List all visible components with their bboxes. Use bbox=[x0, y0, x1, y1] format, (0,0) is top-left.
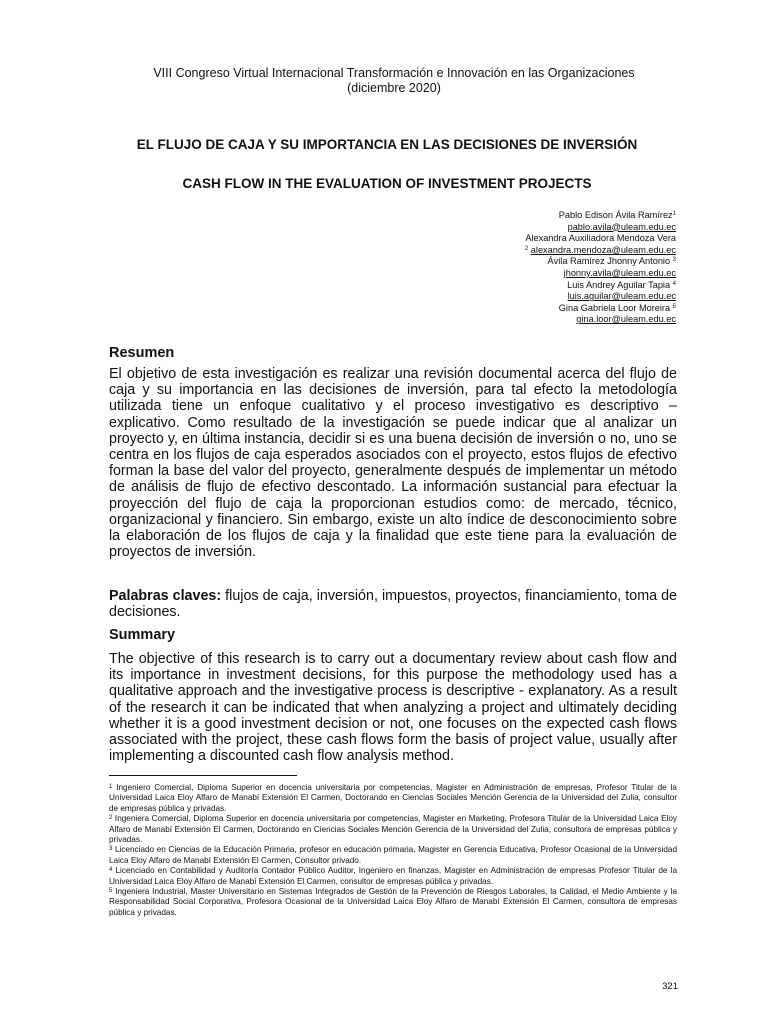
author-list bbox=[356, 210, 676, 326]
author-name: Alexandra Auxiliadora Mendoza Vera bbox=[525, 233, 676, 244]
title-english: CASH FLOW IN THE EVALUATION OF INVESTMENT PROJECTS bbox=[182, 176, 592, 191]
conference-line-2: (diciembre 2020) bbox=[347, 80, 441, 95]
title-spanish: EL FLUJO DE CAJA Y SU IMPORTANCIA EN LAS DECISIONES DE INVERSIÓN bbox=[136, 137, 638, 152]
footnote-divider bbox=[109, 775, 297, 776]
conference-line-1: VIII Congreso Virtual Internacional Transformación e Innovación en las Organizaciones bbox=[153, 66, 635, 80]
footnote: $^3$ Licenciado en Ciencias de la Educación Primaria, profesor en educación primaria, Magister en Gerencia Educativa, Profesor Ocasional de la Universidad Laica Eloy Alfaro de Manabí Extensión El Carmen, Consultor privado. bbox=[109, 845, 677, 865]
author-name: Luis Andrey Aguilar Tapia $^4$ bbox=[567, 279, 676, 290]
author-email-link[interactable]: gina.loor@uleam.edu.ec bbox=[576, 314, 676, 325]
page-number: 321 bbox=[662, 981, 678, 992]
keywords bbox=[109, 588, 677, 620]
keywords-text: flujos de caja, inversión, impuestos, proyectos, financiamiento, toma de decisiones. bbox=[109, 588, 677, 621]
footnote: $^5$ Ingeniera Industrial, Master Universitario en Sistemas Integrados de Gestión de la Prevención de Riesgos Laborales, la Calidad, el Medio Ambiente y la Responsabilidad Social Corporativa, Profesora Ocasional de la Universidad Laica Eloy Alfaro de Manabí Extensión El Carmen, consultora de empresas pública y privadas. bbox=[109, 887, 677, 917]
resumen-heading: Resumen bbox=[109, 345, 175, 361]
summary-heading: Summary bbox=[109, 627, 176, 643]
footnote: $^2$ Ingeniera Comercial, Diploma Superior en docencia universitaria por competencias, Magister en Marketing, Profesora Titular de la Universidad Laica Eloy Alfaro de Manabí Extensión El Carmen, Doctorando en Ciencias Sociales Mención Gerencia de la Universidad del Zulia, consultora de empresas pública y privadas. bbox=[109, 814, 677, 845]
author-name: Pablo Edison Ávila Ramírez$^1$ bbox=[558, 210, 676, 220]
footnote: $^1$ Ingeniero Comercial, Diploma Superior en docencia universitaria por competencias, Magister en Administración de empresas, Profesor Titular de la Universidad Laica Eloy Alfaro de Manabí Extensión El Carmen, Doctorando en Ciencias Sociales Mención Gerencia de la Universidad del Zulia, consultor de empresas pública y privadas. bbox=[109, 783, 677, 813]
author-name: Gina Gabriela Loor Moreira $^5$ bbox=[558, 302, 676, 313]
keywords-label: Palabras claves: bbox=[109, 588, 222, 604]
author-email-link[interactable]: luis.aguilar@uleam.edu.ec bbox=[567, 291, 676, 302]
author-name: Ávila Ramírez Jhonny Antonio $^3$ bbox=[547, 256, 676, 267]
summary-paragraph: The objective of this research is to carry out a documentary review about cash flow and its importance in investment decisions, for this purpose the methodology used has a qualitative approach and the investigative process is descriptive - explanatory. As a result of the research it can be indicated that when analyzing a project and ultimately deciding whether it is a good investment decision or not, one focuses on the expected cash flows associated with the project, these cash flows form the basis of project value, usually after implementing a discounted cash flow analysis method. bbox=[109, 651, 677, 765]
author-email-link[interactable]: jhonny.avila@uleam.edu.ec bbox=[563, 267, 676, 278]
footnotes bbox=[109, 783, 677, 918]
footnote: $^4$ Licenciado en Contabilidad y Auditoría Contador Público Auditor, Ingeniero en finanzas, Magister en Administración de empresas Profesor Titular de la Universidad Laica Eloy Alfaro de Manabí Extensión El Carmen, consultor de empresas pública y privadas. bbox=[109, 866, 677, 886]
author-email-link[interactable]: $^2$ alexandra.mendoza@uleam.edu.ec bbox=[524, 244, 676, 255]
author-email-link[interactable]: pablo.avila@uleam.edu.ec bbox=[567, 221, 676, 232]
conference-header bbox=[0, 66, 768, 95]
resumen-paragraph: El objetivo de esta investigación es realizar una revisión documental acerca del flujo de caja y su importancia en las decisiones de inversión, para tal efecto la metodología utilizada tiene un enfoque cualitativo y el proceso investigativo es descriptivo – explicativo. Como resultado de la investigación se puede indicar que al analizar un proyecto y, en última instancia, decidir si es una buena decisión de inversión o no, uno se centra en los flujos de caja esperados asociados con el proyecto, estos flujos de efectivo forman la base del valor del proyecto, generalmente después de implementar un método de análisis de flujo de efectivo descontado. La información sustancial para efectuar la proyección del flujo de caja la proporcionan estudios como: de mercado, técnico, organizacional y financiero. Sin embargo, existe un alto índice de desconocimiento sobre la elaboración de los flujos de caja y la finalidad que este tiene para la evaluación de proyectos de inversión. bbox=[109, 366, 677, 561]
